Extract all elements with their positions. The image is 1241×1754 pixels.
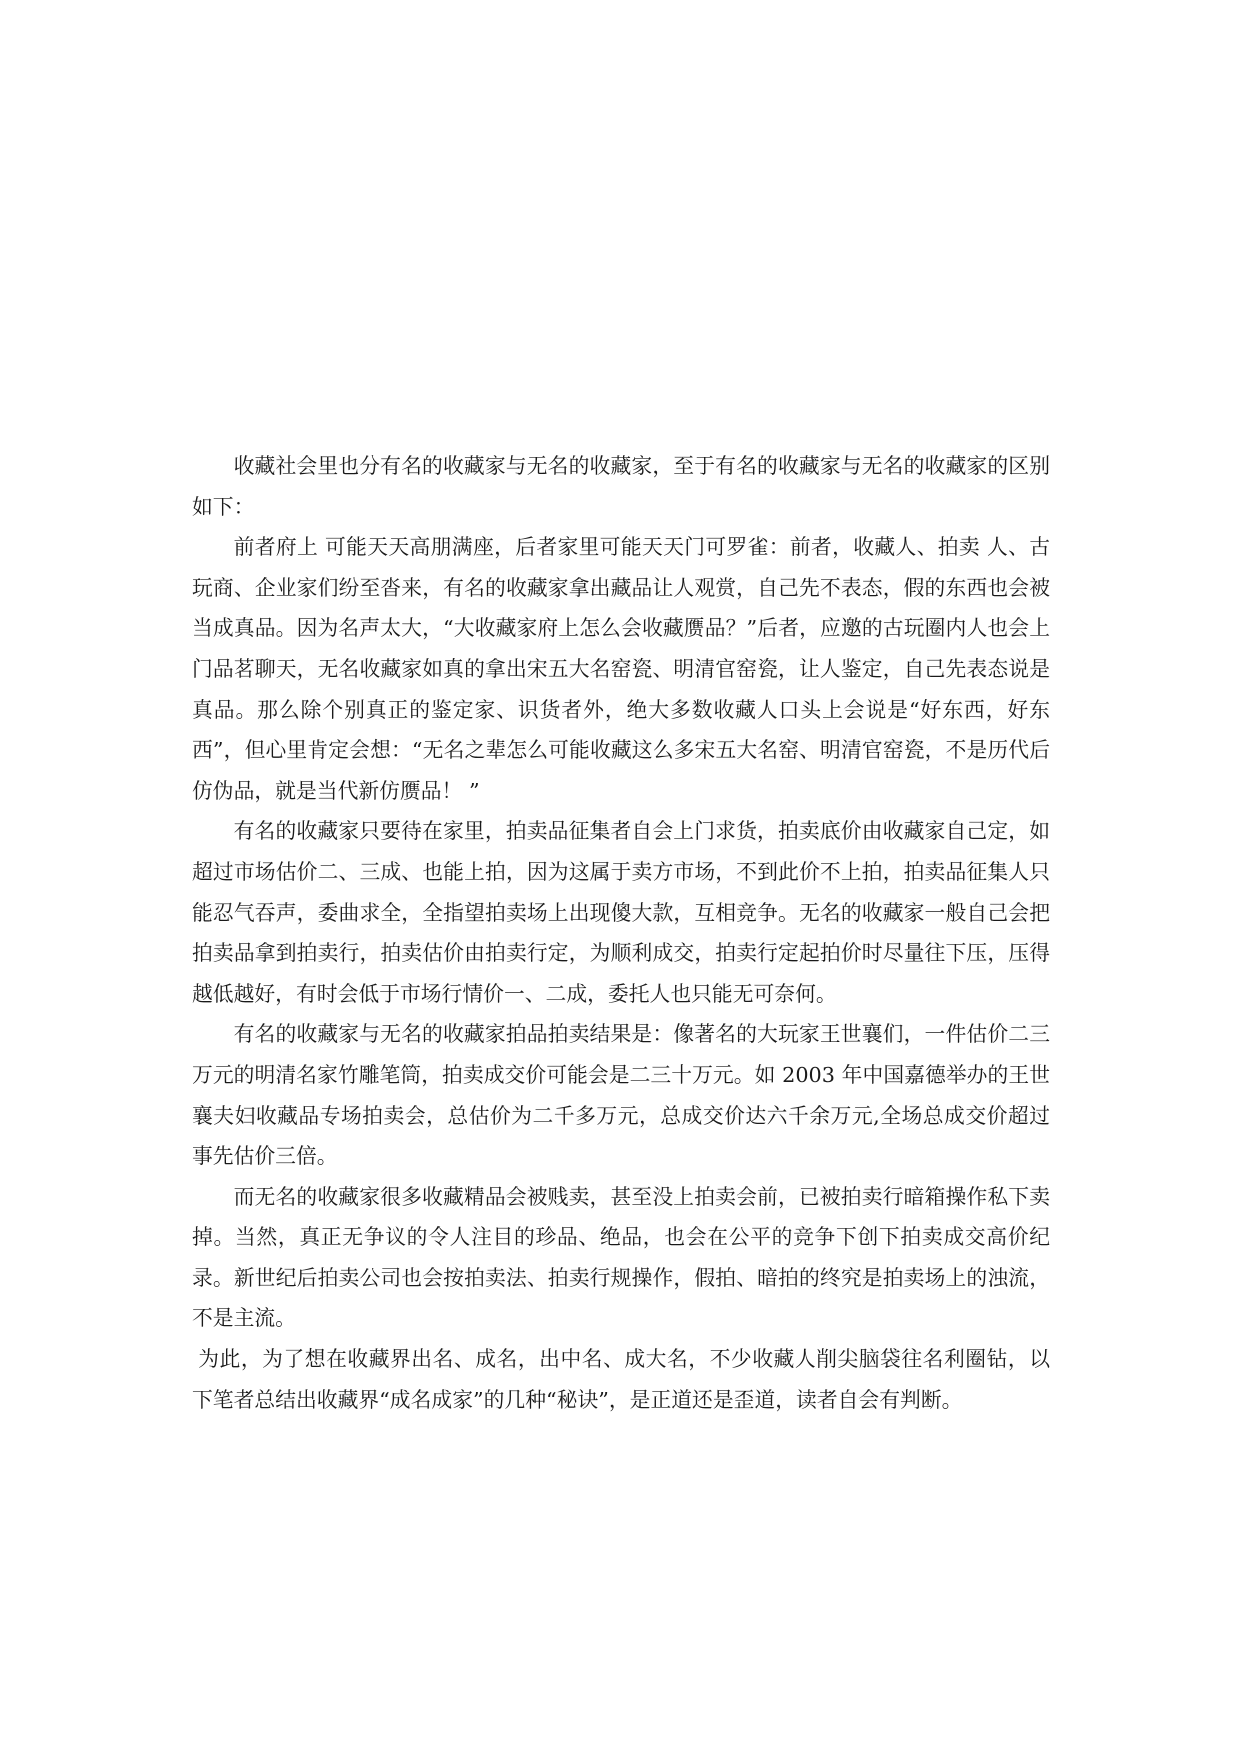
article-body [192, 446, 1050, 1420]
paragraph-4: 有名的收藏家与无名的收藏家拍品拍卖结果是：像著名的大玩家王世襄们，一件估价二三万元的明清名家竹雕笔筒，拍卖成交价可能会是二三十万元。如 2003 年中国嘉德举办的王世襄夫妇收藏品专场拍卖会，总估价为二千多万元，总成交价达六千余万元,全场总成交价超过事先估价三倍。 [192, 1022, 1050, 1169]
paragraph-6: 为此，为了想在收藏界出名、成名，出中名、成大名，不少收藏人削尖脑袋往名利圈钻，以下笔者总结出收藏界“成名成家”的几种“秘诀”，是正道还是歪道，读者自会有判断。 [192, 1347, 1050, 1412]
paragraph-5: 而无名的收藏家很多收藏精品会被贱卖，甚至没上拍卖会前，已被拍卖行暗箱操作私下卖掉。当然，真正无争议的令人注目的珍品、绝品，也会在公平的竞争下创下拍卖成交高价纪录。新世纪后拍卖公司也会按拍卖法、拍卖行规操作，假拍、暗拍的终究是拍卖场上的浊流，不是主流。 [192, 1184, 1050, 1331]
paragraph-2: 前者府上 可能天天高朋满座，后者家里可能天天门可罗雀：前者，收藏人、拍卖 人、古玩商、企业家们纷至沓来，有名的收藏家拿出藏品让人观赏，自己先不表态，假的东西也会被当成真品。因为名声太大，“大收藏家府上怎么会收藏赝品？”后者，应邀的古玩圈内人也会上门品茗聊天，无名收藏家如真的拿出宋五大名窑瓷、明清官窑瓷，让人鉴定，自己先表态说是真品。那么除个别真正的鉴定家、识货者外，绝大多数收藏人口头上会说是“好东西，好东西”，但心里肯定会想：“无名之辈怎么可能收藏这么多宋五大名窑、明清官窑瓷，不是历代后仿伪品，就是当代新仿赝品！ ” [192, 535, 1050, 803]
paragraph-3: 有名的收藏家只要待在家里，拍卖品征集者自会上门求货，拍卖底价由收藏家自己定，如超过市场估价二、三成、也能上拍，因为这属于卖方市场，不到此价不上拍，拍卖品征集人只能忍气吞声，委曲求全，全指望拍卖场上出现傻大款，互相竞争。无名的收藏家一般自己会把拍卖品拿到拍卖行，拍卖估价由拍卖行定，为顺利成交，拍卖行定起拍价时尽量往下压，压得越低越好，有时会低于市场行情价一、二成，委托人也只能无可奈何。 [192, 819, 1050, 1006]
paragraph-1: 收藏社会里也分有名的收藏家与无名的收藏家，至于有名的收藏家与无名的收藏家的区别如下： [192, 454, 1050, 519]
